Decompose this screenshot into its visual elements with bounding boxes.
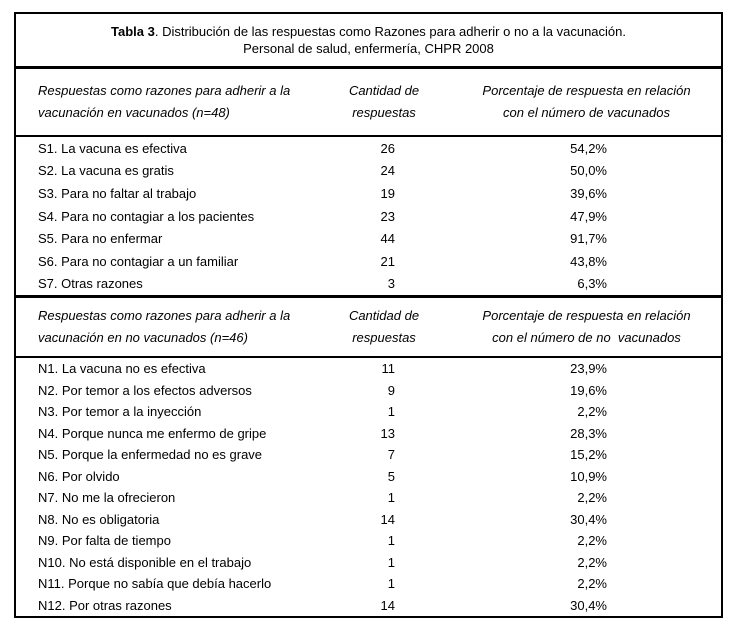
header-reasons-line2: vacunación en vacunados (n=48)	[38, 105, 230, 120]
header-reasons-line2: vacunación en no vacunados (n=46)	[38, 330, 248, 345]
header-count-line1: Cantidad de	[348, 83, 420, 98]
row-count: 44	[380, 231, 395, 247]
table-row	[16, 487, 721, 509]
header-percent-line1: Porcentaje de respuesta en relación	[482, 308, 691, 323]
row-label: S7. Otras razones	[38, 276, 143, 292]
table-row	[16, 595, 721, 617]
header-reasons-line1: Respuestas como razones para adherir a la	[38, 83, 291, 98]
header-count-line2: respuestas	[352, 330, 416, 345]
row-percent: 10,9%	[570, 468, 607, 484]
row-label: S6. Para no contagiar a un familiar	[38, 253, 239, 269]
row-count: 1	[387, 576, 395, 592]
row-count: 1	[387, 490, 395, 506]
table-row	[16, 552, 721, 574]
row-label: S4. Para no contagiar a los pacientes	[38, 208, 255, 224]
row-percent: 30,4%	[570, 511, 607, 527]
row-count: 1	[387, 404, 395, 420]
table-row	[16, 380, 721, 402]
row-percent: 2,2%	[577, 490, 607, 506]
rows-vaccinated	[16, 137, 721, 295]
header-percent-line2: con el número de no vacunados	[492, 330, 681, 345]
table-row	[16, 401, 721, 423]
header-percent-line1: Porcentaje de respuesta en relación	[482, 83, 691, 98]
row-count: 5	[387, 468, 395, 484]
row-count: 14	[380, 597, 395, 613]
row-label: N9. Por falta de tiempo	[38, 533, 171, 549]
row-label: N11. Porque no sabía que debía hacerlo	[38, 576, 272, 592]
row-percent: 47,9%	[570, 208, 607, 224]
header-not-vaccinated	[16, 298, 721, 356]
row-count: 13	[380, 425, 395, 441]
table-row	[16, 137, 721, 160]
row-count: 24	[380, 163, 395, 179]
table-row	[16, 182, 721, 205]
row-percent: 2,2%	[577, 533, 607, 549]
row-count: 19	[380, 185, 395, 201]
row-percent: 50,0%	[570, 163, 607, 179]
table-3	[14, 12, 723, 618]
row-percent: 2,2%	[577, 576, 607, 592]
table-number: Tabla 3	[111, 24, 155, 39]
table-row	[16, 423, 721, 445]
table-title-line1	[16, 23, 721, 40]
row-count: 14	[380, 511, 395, 527]
row-count: 3	[387, 276, 395, 292]
table-title-text: . Distribución de las respuestas como Razones para adherir o no a la vacunación.	[154, 24, 626, 39]
header-reasons-not-vaccinated	[16, 305, 316, 349]
table-row	[16, 509, 721, 531]
table-row	[16, 272, 721, 295]
header-count-line1: Cantidad de	[348, 308, 420, 323]
row-label: N1. La vacuna no es efectiva	[38, 361, 206, 377]
header-count-vaccinated	[316, 80, 452, 124]
table-row	[16, 358, 721, 380]
row-count: 7	[387, 447, 395, 463]
row-label: N4. Porque nunca me enfermo de gripe	[38, 425, 267, 441]
row-label: N8. No es obligatoria	[38, 511, 160, 527]
row-label: S1. La vacuna es efectiva	[38, 140, 187, 156]
row-percent: 2,2%	[577, 554, 607, 570]
table-row	[16, 444, 721, 466]
row-label: N6. Por olvido	[38, 468, 120, 484]
header-count-line2: respuestas	[352, 105, 416, 120]
table-title-line2: Personal de salud, enfermería, CHPR 2008	[243, 41, 494, 56]
header-reasons-line1: Respuestas como razones para adherir a la	[38, 308, 291, 323]
row-label: N3. Por temor a la inyección	[38, 404, 202, 420]
header-reasons-vaccinated	[16, 80, 316, 124]
table-row	[16, 573, 721, 595]
row-count: 11	[381, 361, 395, 377]
row-label: N7. No me la ofrecieron	[38, 490, 176, 506]
row-count: 1	[387, 554, 395, 570]
row-count: 1	[387, 533, 395, 549]
table-title	[16, 14, 721, 66]
row-count: 26	[380, 140, 395, 156]
row-label: S2. La vacuna es gratis	[38, 163, 174, 179]
row-count: 9	[387, 382, 395, 398]
table-row	[16, 466, 721, 488]
table-row	[16, 530, 721, 552]
header-vaccinated	[16, 69, 721, 135]
header-count-not-vaccinated	[316, 305, 452, 349]
table-row	[16, 205, 721, 228]
row-label: N10. No está disponible en el trabajo	[38, 554, 252, 570]
row-count: 23	[380, 208, 395, 224]
row-percent: 6,3%	[577, 276, 607, 292]
row-label: S3. Para no faltar al trabajo	[38, 185, 197, 201]
rows-not-vaccinated	[16, 358, 721, 616]
row-percent: 19,6%	[570, 382, 607, 398]
row-percent: 43,8%	[570, 253, 607, 269]
header-percent-vaccinated	[452, 80, 721, 124]
table-row	[16, 160, 721, 183]
row-label: N2. Por temor a los efectos adversos	[38, 382, 252, 398]
row-percent: 39,6%	[570, 185, 607, 201]
header-percent-line2: con el número de vacunados	[503, 105, 670, 120]
row-percent: 54,2%	[570, 140, 607, 156]
header-percent-not-vaccinated	[452, 305, 721, 349]
row-label: N12. Por otras razones	[38, 597, 172, 613]
row-percent: 23,9%	[570, 361, 607, 377]
row-percent: 91,7%	[570, 231, 607, 247]
row-percent: 15,2%	[570, 447, 607, 463]
row-label: S5. Para no enfermar	[38, 231, 163, 247]
row-count: 21	[380, 253, 395, 269]
row-percent: 30,4%	[570, 597, 607, 613]
table-row	[16, 250, 721, 273]
table-row	[16, 227, 721, 250]
row-percent: 28,3%	[570, 425, 607, 441]
row-percent: 2,2%	[577, 404, 607, 420]
row-label: N5. Porque la enfermedad no es grave	[38, 447, 263, 463]
